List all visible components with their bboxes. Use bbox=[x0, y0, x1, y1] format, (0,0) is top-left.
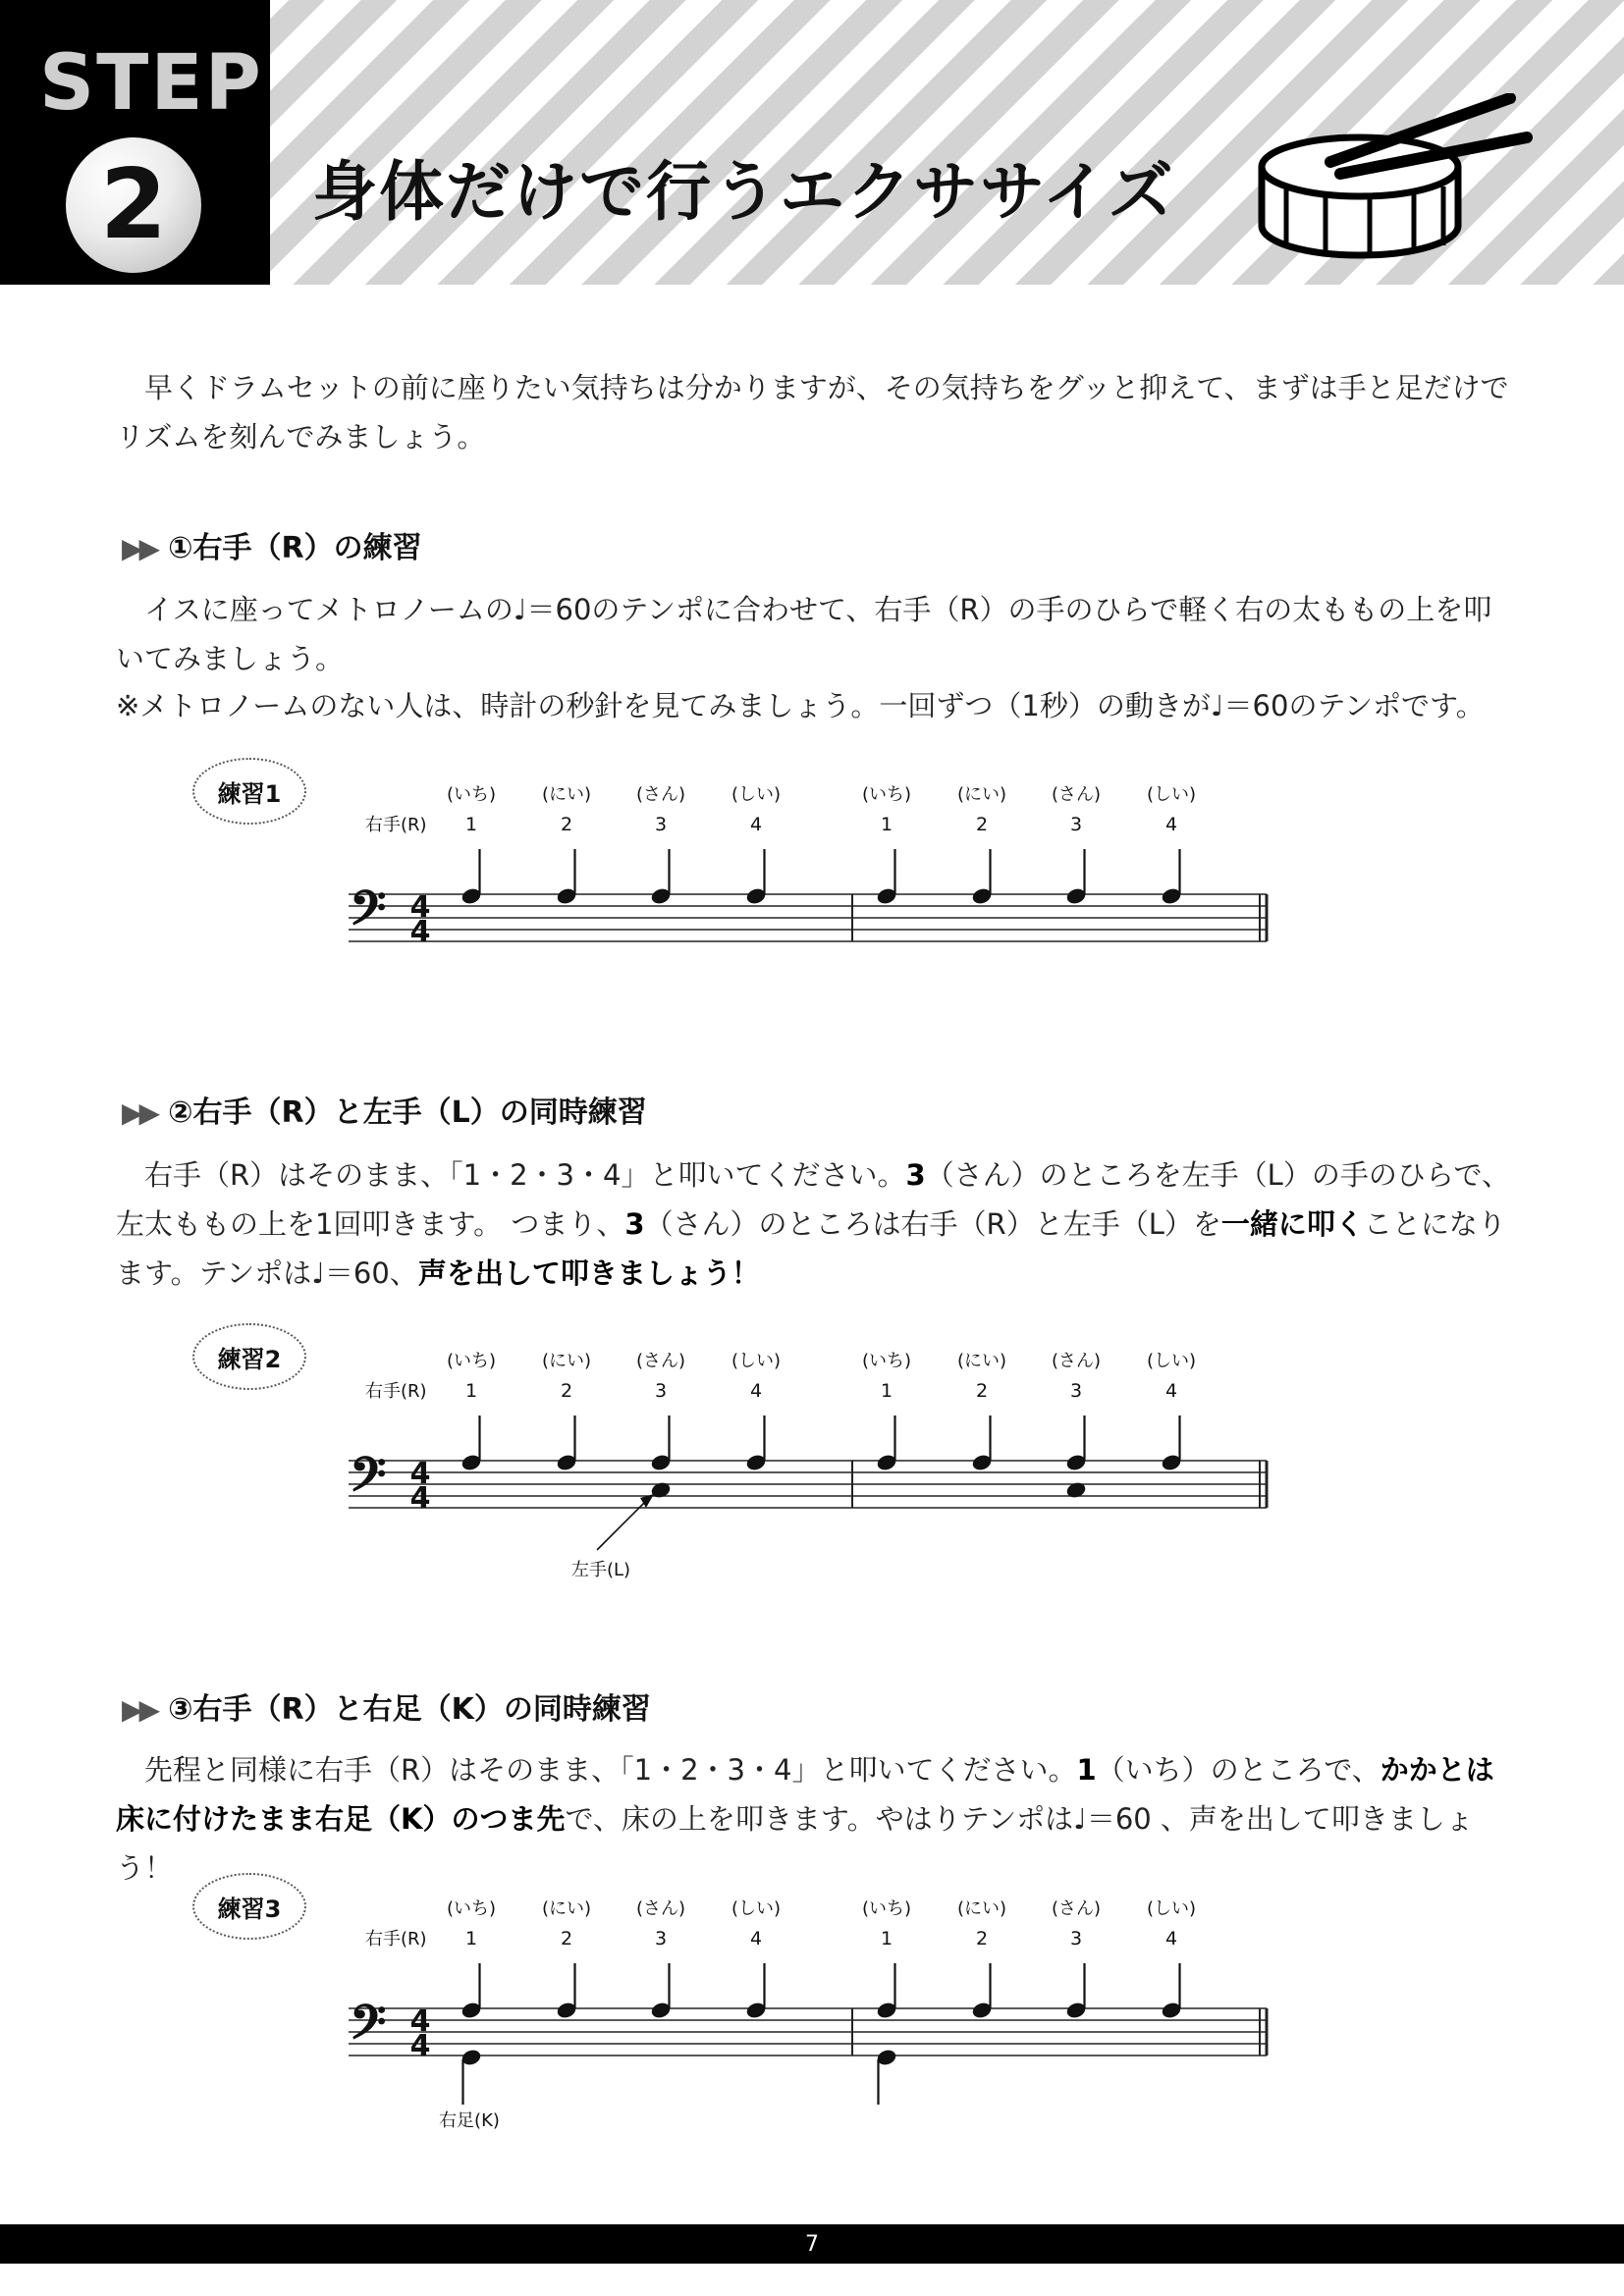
section-heading-text: ③右手（R）と右足（K）の同時練習 bbox=[168, 1692, 651, 1727]
text-run: （いち）のところで、 bbox=[1096, 1753, 1380, 1787]
exercise-3-score bbox=[344, 1895, 1286, 2144]
bold-text: 1 bbox=[1076, 1753, 1097, 1787]
count-number: 2 bbox=[560, 814, 573, 835]
count-syllable: (にい) bbox=[541, 1898, 592, 1919]
count-number: 2 bbox=[975, 1380, 989, 1402]
count-syllable: (にい) bbox=[541, 1351, 592, 1371]
count-syllable: (にい) bbox=[956, 784, 1007, 805]
section-heading-1 bbox=[122, 523, 422, 566]
section-heading-2 bbox=[122, 1088, 647, 1131]
exercise-badge-2: 練習2 bbox=[192, 1323, 306, 1390]
count-syllable: (いち) bbox=[861, 784, 912, 805]
left-hand-note-head bbox=[650, 1480, 673, 1500]
count-number: 4 bbox=[749, 814, 763, 835]
row-label: 右手(R) bbox=[365, 1929, 427, 1949]
section-1-paragraph: イスに座ってメトロノームの♩＝60のテンポに合わせて、右手（R）の手のひらで軽く右の太ももの上を叩いてみましょう。 bbox=[116, 593, 1492, 675]
count-syllable: (さん) bbox=[635, 784, 686, 805]
count-syllable: (しい) bbox=[1146, 784, 1197, 805]
count-syllable: (いち) bbox=[446, 1351, 497, 1371]
count-number: 2 bbox=[560, 1928, 573, 1949]
count-number: 2 bbox=[975, 1928, 989, 1949]
bold-text: 声を出して叩きましょう！ bbox=[417, 1256, 760, 1290]
bold-text: 3 bbox=[624, 1207, 645, 1241]
count-syllable: (にい) bbox=[956, 1898, 1007, 1919]
count-syllable: (しい) bbox=[731, 784, 782, 805]
text-run: （さん）のところを左手（L）の手のひらで、左太ももの上を1回叩きます。 つまり、 bbox=[116, 1158, 1510, 1241]
section-3-paragraph bbox=[116, 1745, 1510, 1893]
count-syllable: (さん) bbox=[1051, 784, 1102, 805]
exercise-badge-1: 練習1 bbox=[192, 758, 306, 825]
text-run: で、床の上を叩きます。やはりテンポは♩＝60 、声を出して叩きましょう！ bbox=[116, 1802, 1474, 1885]
count-number: 1 bbox=[464, 814, 478, 835]
count-number: 3 bbox=[1069, 1928, 1083, 1949]
page-number: 7 bbox=[805, 2231, 819, 2257]
count-number: 1 bbox=[880, 1928, 893, 1949]
count-number: 3 bbox=[654, 1380, 668, 1402]
count-number: 3 bbox=[1069, 814, 1083, 835]
bold-text: 3 bbox=[905, 1158, 926, 1192]
exercise-2-score bbox=[344, 1347, 1286, 1586]
double-arrow-icon: ▶▶ bbox=[122, 532, 157, 564]
count-number: 3 bbox=[654, 814, 668, 835]
count-number: 4 bbox=[749, 1380, 763, 1402]
count-syllable: (いち) bbox=[446, 784, 497, 805]
count-number: 3 bbox=[654, 1928, 668, 1949]
bass-clef-icon: 𝄢 bbox=[350, 1995, 387, 2061]
count-syllable: (いち) bbox=[861, 1351, 912, 1371]
section-1-note: ※メトロノームのない人は、時計の秒針を見てみましょう。一回ずつ（1秒）の動きが♩＝60のテンポです。 bbox=[116, 689, 1485, 722]
count-syllable: (さん) bbox=[635, 1351, 686, 1371]
count-number: 4 bbox=[1164, 814, 1178, 835]
count-syllable: (しい) bbox=[1146, 1351, 1197, 1371]
time-signature-bottom: 4 bbox=[409, 1481, 431, 1516]
count-syllable: (しい) bbox=[1146, 1898, 1197, 1919]
step-label: STEP bbox=[39, 39, 263, 128]
left-hand-label: 左手(L) bbox=[570, 1560, 631, 1580]
section-heading-text: ②右手（R）と左手（L）の同時練習 bbox=[168, 1095, 647, 1130]
count-syllable: (さん) bbox=[1051, 1351, 1102, 1371]
count-syllable: (しい) bbox=[731, 1351, 782, 1371]
count-number: 4 bbox=[1164, 1928, 1178, 1949]
count-number: 2 bbox=[975, 814, 989, 835]
exercise-1-score bbox=[344, 780, 1286, 971]
bass-clef-icon: 𝄢 bbox=[350, 881, 387, 947]
count-number: 1 bbox=[880, 814, 893, 835]
text-run: （さん）のところは右手（R）と左手（L）を bbox=[644, 1207, 1221, 1241]
time-signature-bottom: 4 bbox=[409, 2029, 431, 2063]
snare-drum-with-sticks-icon bbox=[1247, 93, 1542, 270]
count-number: 1 bbox=[464, 1928, 478, 1949]
count-syllable: (いち) bbox=[861, 1898, 912, 1919]
count-syllable: (いち) bbox=[446, 1898, 497, 1919]
intro-paragraph: 早くドラムセットの前に座りたい気持ちは分かりますが、その気持ちをグッと抑えて、まずは手と足だけでリズムを刻んでみましょう。 bbox=[116, 371, 1509, 454]
time-signature-top: 4 bbox=[409, 2004, 431, 2039]
count-number: 4 bbox=[1164, 1380, 1178, 1402]
count-syllable: (しい) bbox=[731, 1898, 782, 1919]
step-number: 2 bbox=[66, 137, 201, 273]
row-label: 右手(R) bbox=[365, 815, 427, 835]
time-signature-top: 4 bbox=[409, 890, 431, 925]
section-heading-3 bbox=[122, 1684, 651, 1728]
bold-text: かかとは床に付けたまま右足（K）のつま先 bbox=[116, 1753, 1494, 1836]
double-arrow-icon: ▶▶ bbox=[122, 1693, 157, 1726]
time-signature-top: 4 bbox=[409, 1457, 431, 1491]
page-title: 身体だけで行うエクササイズ bbox=[312, 154, 1175, 230]
section-heading-text: ①右手（R）の練習 bbox=[168, 531, 422, 565]
count-number: 2 bbox=[560, 1380, 573, 1402]
exercise-badge-3: 練習3 bbox=[192, 1873, 306, 1940]
text-run: 右手（R）はそのまま、「1・2・3・4」と叩いてください。 bbox=[144, 1158, 906, 1192]
section-2-paragraph bbox=[116, 1150, 1510, 1298]
page-header bbox=[0, 0, 1624, 285]
count-number: 1 bbox=[464, 1380, 478, 1402]
count-number: 4 bbox=[749, 1928, 763, 1949]
count-syllable: (さん) bbox=[1051, 1898, 1102, 1919]
count-syllable: (にい) bbox=[956, 1351, 1007, 1371]
annotation-arrow bbox=[597, 1496, 651, 1550]
bass-clef-icon: 𝄢 bbox=[350, 1447, 387, 1514]
step-badge bbox=[0, 0, 270, 285]
count-number: 3 bbox=[1069, 1380, 1083, 1402]
count-syllable: (にい) bbox=[541, 784, 592, 805]
count-number: 1 bbox=[880, 1380, 893, 1402]
row-label: 右手(R) bbox=[365, 1381, 427, 1402]
text-run: 先程と同様に右手（R）はそのまま、「1・2・3・4」と叩いてください。 bbox=[144, 1753, 1077, 1787]
text-run: ことになります。テンポは♩＝60、 bbox=[116, 1207, 1506, 1290]
left-hand-note-head bbox=[1065, 1480, 1088, 1500]
right-foot-label: 右足(K) bbox=[439, 2110, 500, 2131]
double-arrow-icon: ▶▶ bbox=[122, 1096, 157, 1129]
bold-text: 一緒に叩く bbox=[1220, 1207, 1364, 1241]
count-syllable: (さん) bbox=[635, 1898, 686, 1919]
page-footer bbox=[0, 2224, 1624, 2264]
time-signature-bottom: 4 bbox=[409, 915, 431, 949]
